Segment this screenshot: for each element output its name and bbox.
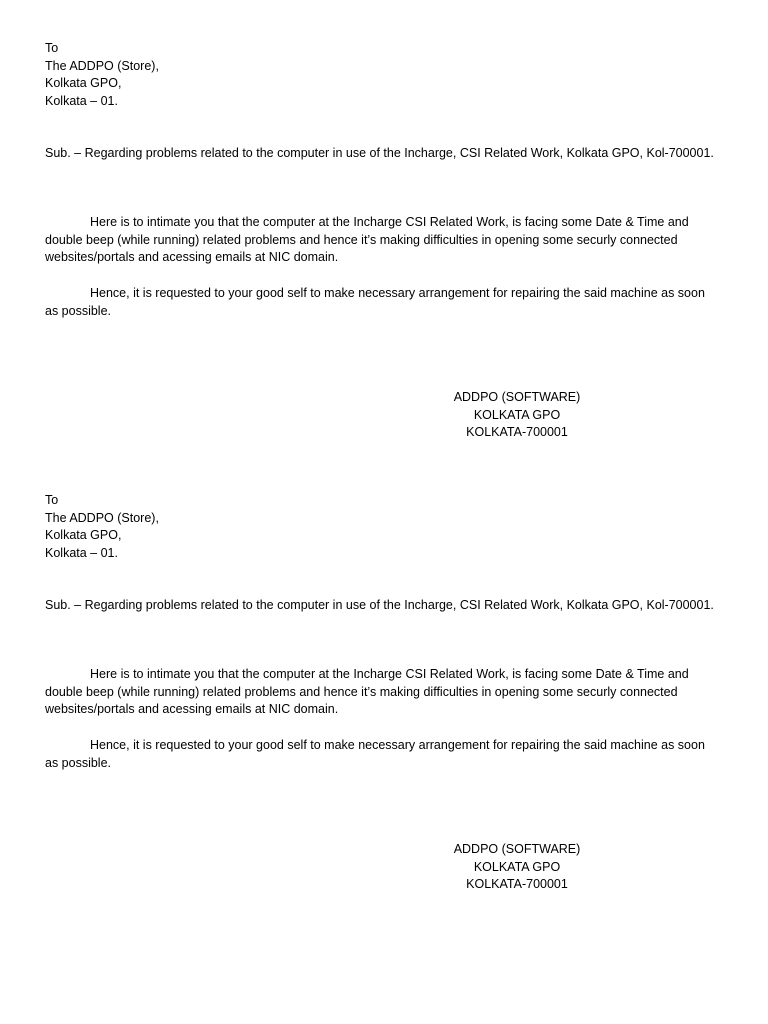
paragraph-line: Hence, it is requested to your good self to make necessary arrangement for repairing the said machine as soon (90, 738, 705, 752)
paragraph-line: Here is to intimate you that the computer at the Incharge CSI Related Work, is facing some Date & Time and (90, 667, 689, 681)
paragraph-line: websites/portals and acessing emails at NIC domain. (45, 250, 339, 264)
paragraph-line: Here is to intimate you that the computer at the Incharge CSI Related Work, is facing some Date & Time and (90, 215, 689, 229)
signature-title: ADDPO (SOFTWARE) (453, 390, 581, 404)
paragraph-line: websites/portals and acessing emails at NIC domain. (45, 702, 339, 716)
signature-block (452, 841, 582, 894)
signature-block (452, 389, 582, 442)
recipient-address (45, 40, 725, 110)
address-line-to: To (45, 493, 59, 507)
address-line-to: To (45, 41, 59, 55)
address-line-office: Kolkata GPO, (45, 76, 122, 90)
signature-title: ADDPO (SOFTWARE) (453, 842, 581, 856)
address-line-recipient: The ADDPO (Store), (45, 58, 159, 73)
body-paragraph-1 (45, 214, 717, 267)
address-line-recipient: The ADDPO (Store), (45, 510, 159, 525)
address-line-office: Kolkata GPO, (45, 528, 122, 542)
signature-city: KOLKATA-700001 (466, 877, 568, 891)
paragraph-line: Hence, it is requested to your good self to make necessary arrangement for repairing the said machine as soon (90, 286, 705, 300)
paragraph-line: double beep (while running) related problems and hence it’s making difficulties in opening some securly connected (45, 232, 678, 247)
paragraph-line: as possible. (45, 303, 112, 318)
body-paragraph-1 (45, 666, 717, 719)
paragraph-line: as possible. (45, 755, 112, 770)
letter-1 (45, 40, 725, 439)
subject-line: Sub. – Regarding problems related to the computer in use of the Incharge, CSI Related Work, Kolkata GPO, Kol-700001. (45, 146, 714, 160)
signature-city: KOLKATA-700001 (466, 425, 568, 439)
letter-2 (45, 492, 725, 891)
body-paragraph-2 (45, 285, 717, 320)
body-paragraph-2 (45, 737, 717, 772)
address-line-city: Kolkata – 01. (45, 545, 118, 560)
recipient-address (45, 492, 725, 562)
subject-line: Sub. – Regarding problems related to the computer in use of the Incharge, CSI Related Work, Kolkata GPO, Kol-700001. (45, 598, 714, 612)
paragraph-line: double beep (while running) related problems and hence it’s making difficulties in opening some securly connected (45, 684, 678, 699)
address-line-city: Kolkata – 01. (45, 93, 118, 108)
signature-office: KOLKATA GPO (473, 859, 561, 874)
signature-office: KOLKATA GPO (473, 407, 561, 422)
